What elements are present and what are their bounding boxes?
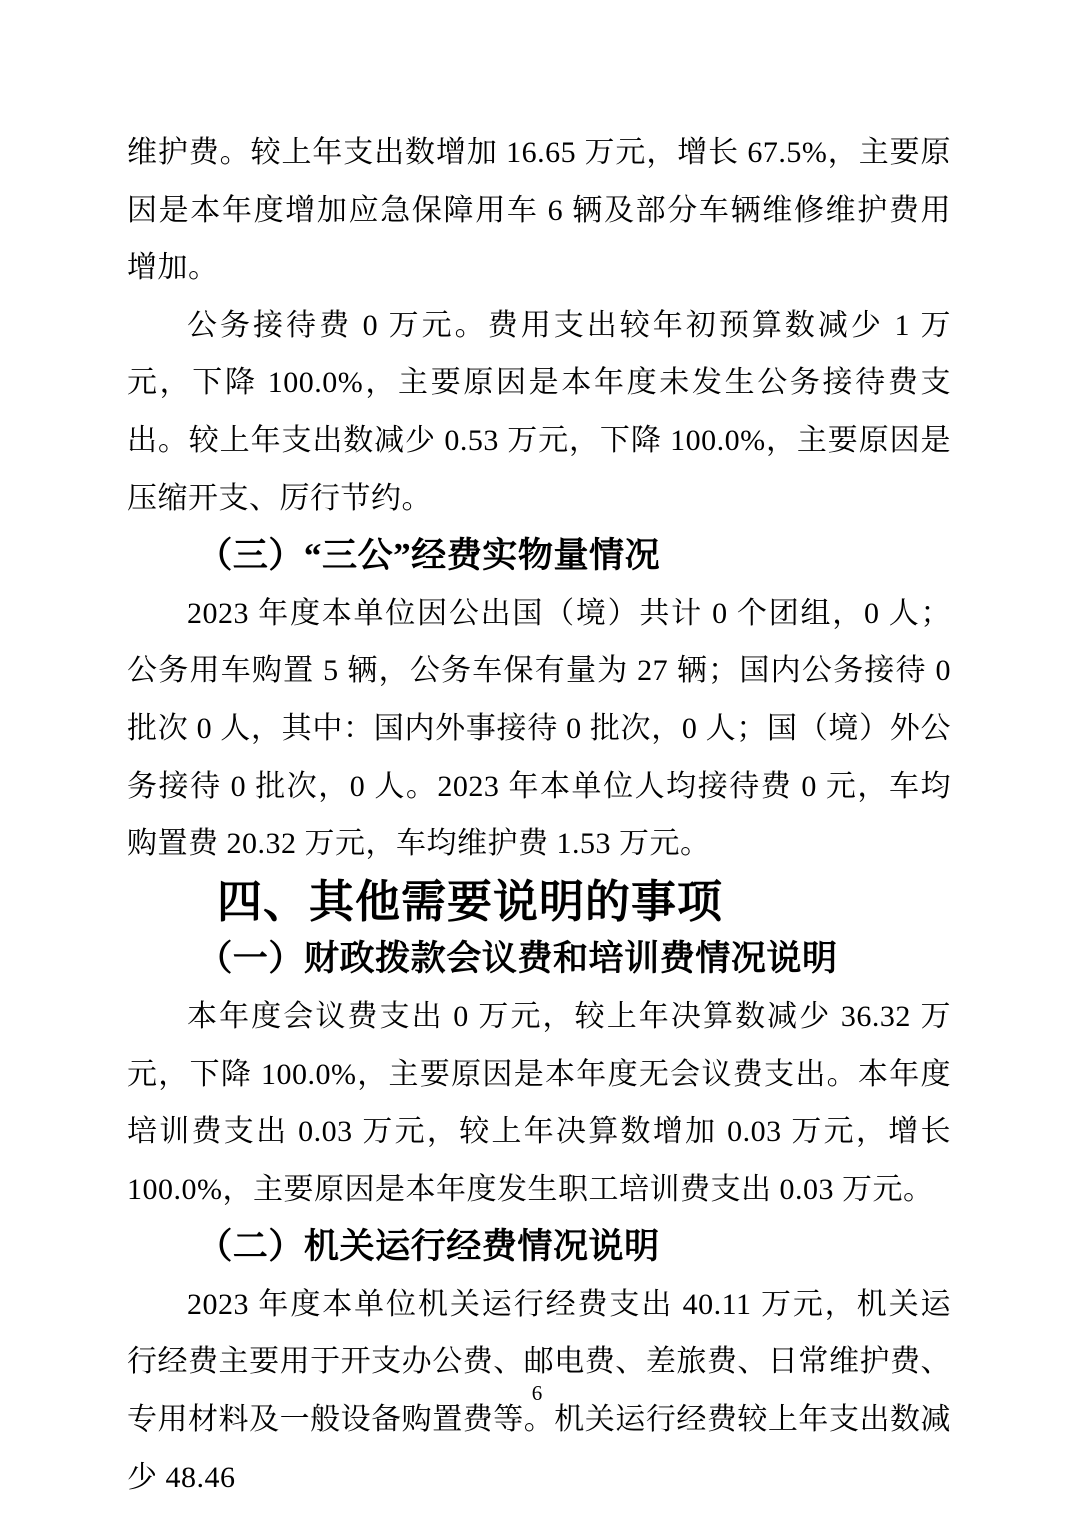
section-heading-agency-operating-expenses: （二）机关运行经费情况说明 [197, 1227, 660, 1267]
paragraph-meeting-training-fees-detail: 本年度会议费支出 0 万元，较上年决算数减少 36.32 万元，下降 100.0%，主要原因是本年度无会议费支出。本年度培训费支出 0.03 万元，较上年决算数增加 0.03 万元，增长 100.0%，主要原因是本年度发生职工培训费支出 0.03 万元。 [127, 999, 951, 1206]
chapter-heading-other-matters: 四、其他需要说明的事项 [217, 874, 724, 928]
section-heading-three-public-expenses-quantities: （三）“三公”经费实物量情况 [197, 536, 661, 576]
paragraph-official-reception-fee: 公务接待费 0 万元。费用支出较年初预算数减少 1 万元，下降 100.0%，主要原因是本年度未发生公务接待费支出。较上年支出数减少 0.53 万元，下降 100.0%，主要原因是压缩开支、厉行节约。 [127, 308, 951, 515]
section-heading-meeting-training-fees: （一）财政拨款会议费和培训费情况说明 [197, 939, 838, 979]
paragraph-three-public-quantities-detail: 2023 年度本单位因公出国（境）共计 0 个团组，0 人；公务用车购置 5 辆，公务车保有量为 27 辆；国内公务接待 0 批次 0 人，其中：国内外事接待 0 批次，0 人；国（境）外公务接待 0 批次，0 人。2023 年本单位人均接待费 0 元，车均购置费 20.32 万元，车均维护费 1.53 万元。 [127, 596, 951, 861]
paragraph-carryover-vehicle-maintenance: 维护费。较上年支出数增加 16.65 万元，增长 67.5%，主要原因是本年度增加应急保障用车 6 辆及部分车辆维修维护费用增加。 [127, 136, 951, 285]
page-number: 6 [531, 1381, 543, 1405]
document-body [127, 124, 951, 1506]
paragraph-agency-operating-expenses-detail: 2023 年度本单位机关运行经费支出 40.11 万元，机关运行经费主要用于开支办公费、邮电费、差旅费、日常维护费、专用材料及一般设备购置费等。机关运行经费较上年支出数减少 48.46 [127, 1287, 951, 1494]
